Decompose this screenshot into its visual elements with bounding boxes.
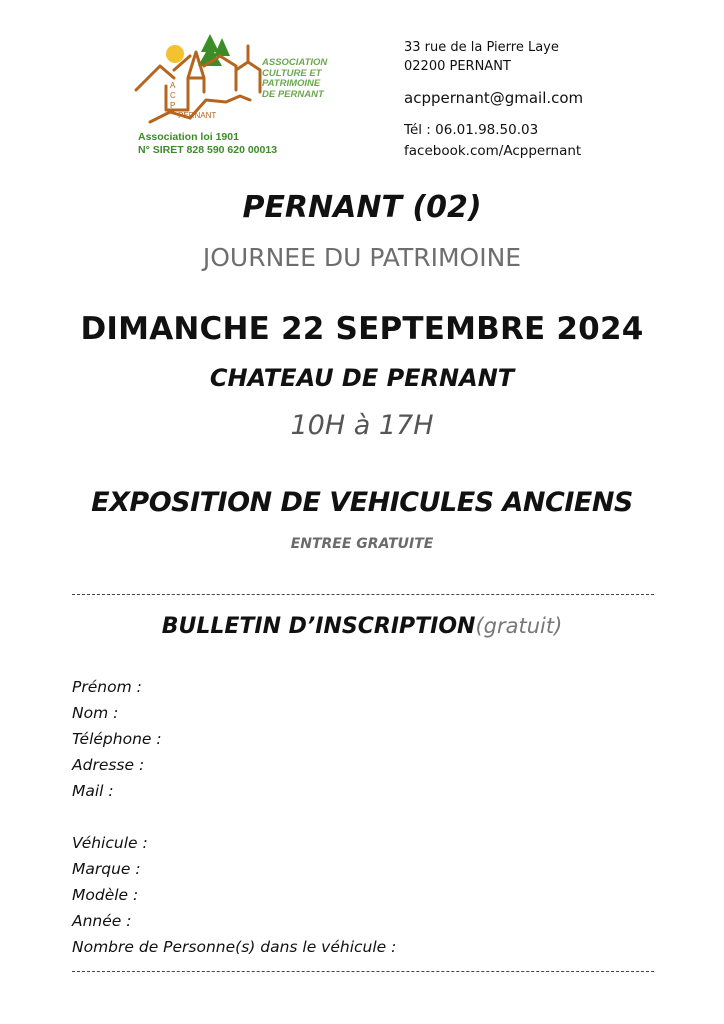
contact-street: 33 rue de la Pierre Laye [404,40,559,55]
logo-town: PERNANT [178,111,217,120]
event-date: DIMANCHE 22 SEPTEMBRE 2024 [80,311,644,347]
siret-number: N° SIRET 828 590 620 00013 [138,144,278,156]
field-first-name: Prénom : [72,678,142,696]
field-year: Année : [72,912,132,930]
logo-name-line: DE PERNANT [262,88,324,100]
logo-association-name [262,58,342,100]
legal-info [138,131,277,157]
town-title: PERNANT (02) [242,190,482,225]
field-address: Adresse : [72,756,145,774]
field-model: Modèle : [72,886,139,904]
logo-letter-c: C [170,91,176,100]
dashed-divider [72,594,654,595]
event-hours: 10H à 17H [290,410,434,441]
logo-letter-p: P [170,101,176,110]
field-vehicle: Véhicule : [72,834,148,852]
field-brand: Marque : [72,860,141,878]
contact-email[interactable]: acppernant@gmail.com [404,89,584,107]
heritage-day-title: JOURNEE DU PATRIMOINE [202,243,522,272]
admission-note: ENTREE GRATUITE [290,536,434,552]
logo-name-line: CULTURE ET [262,67,322,79]
field-passenger-count: Nombre de Personne(s) dans le véhicule : [72,938,397,956]
contact-phone: Tél : 06.01.98.50.03 [404,122,539,138]
registration-note: (gratuit) [475,614,563,638]
field-last-name: Nom : [72,704,119,722]
exhibition-title: EXPOSITION DE VEHICULES ANCIENS [91,487,633,518]
contact-city: 02200 PERNANT [404,59,511,74]
logo-letter-a: A [170,81,176,90]
logo-name-line: ASSOCIATION [262,57,328,68]
contact-facebook[interactable]: facebook.com/Acppernant [404,143,582,159]
field-mail: Mail : [72,782,114,800]
legal-status: Association loi 1901 [138,131,239,143]
registration-heading [0,614,724,639]
sun-icon [166,45,184,63]
event-venue: CHATEAU DE PERNANT [209,364,515,392]
registration-title: BULLETIN D’INSCRIPTION [161,614,476,639]
field-phone: Téléphone : [72,730,162,748]
dashed-divider [72,971,654,972]
logo-name-line: PATRIMOINE [262,78,321,89]
